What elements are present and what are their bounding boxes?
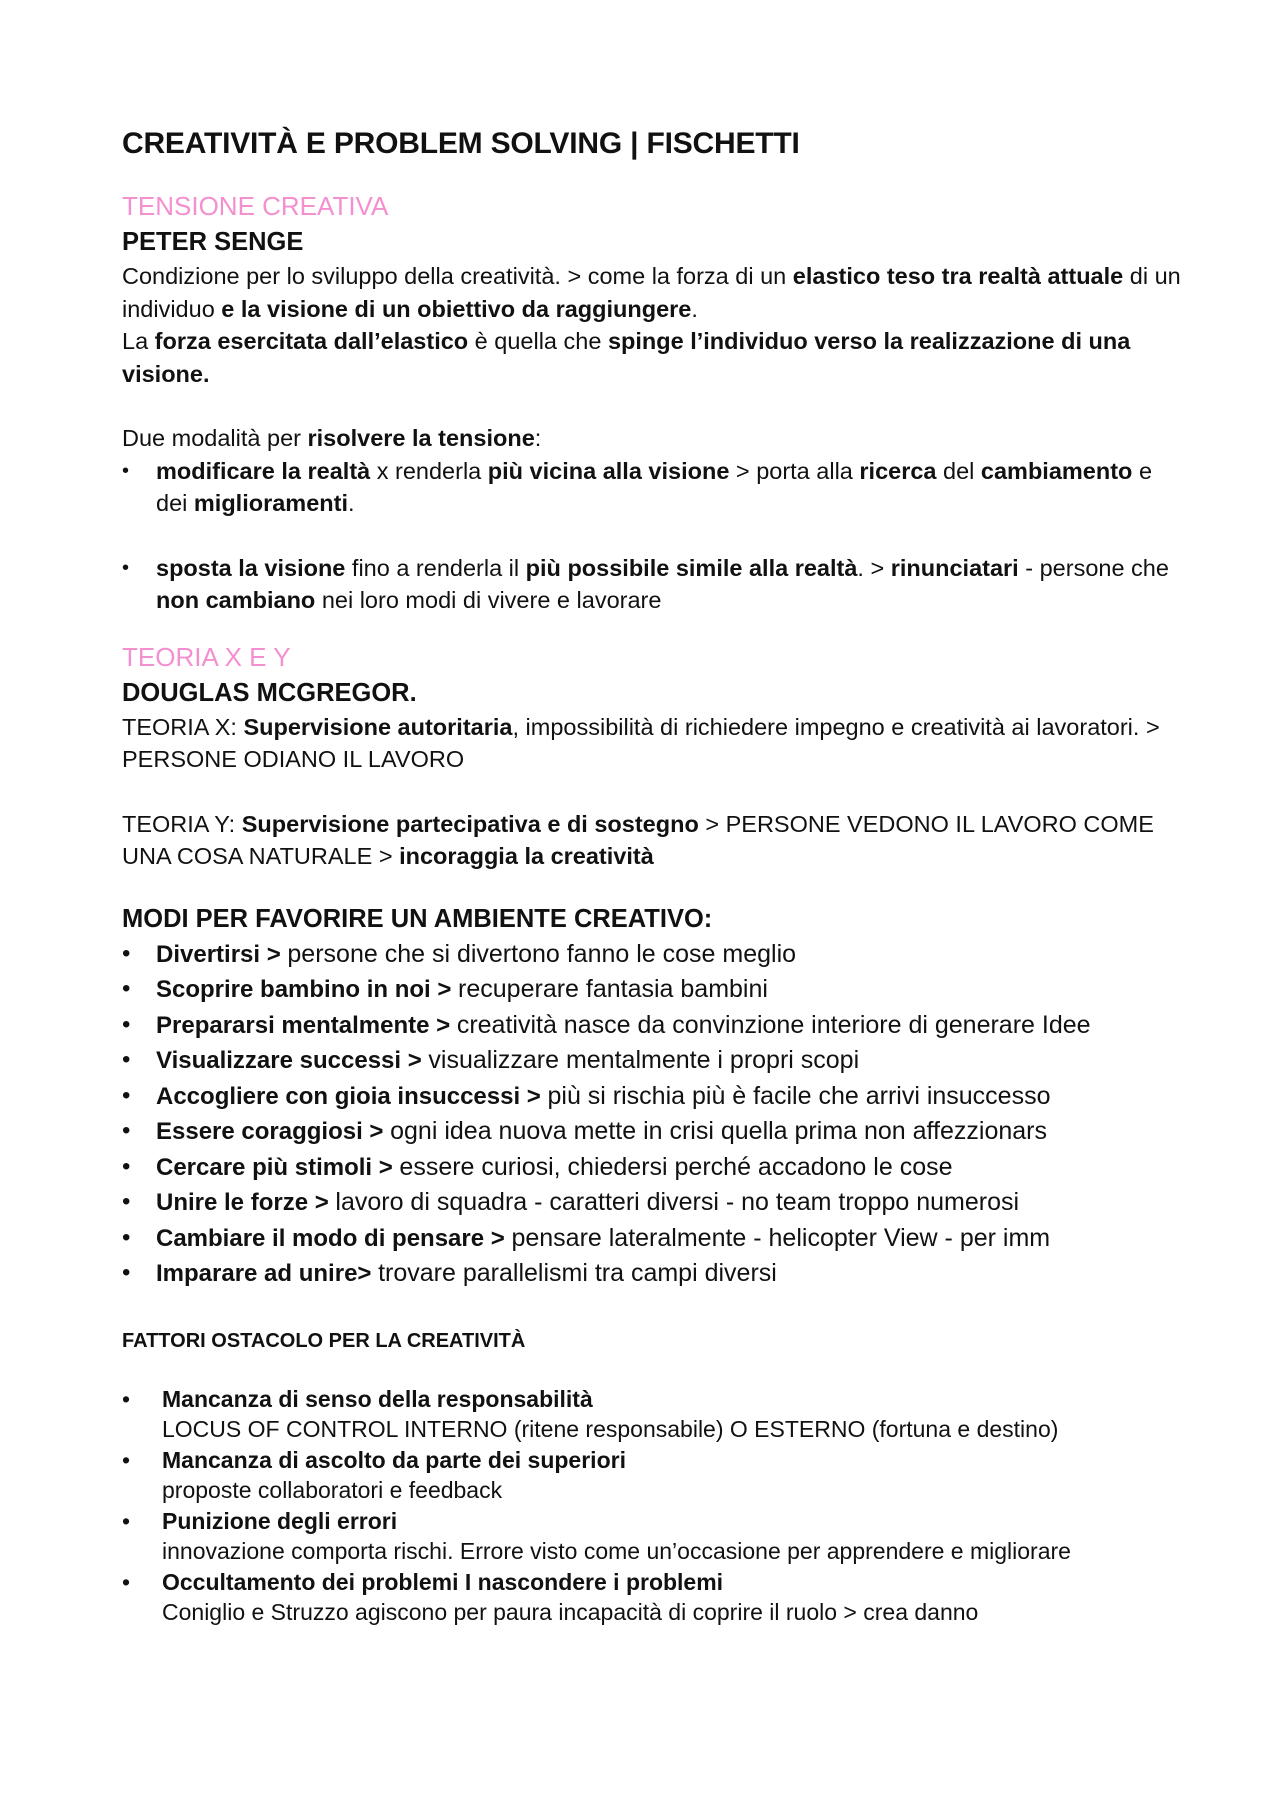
bullet-icon: • (122, 1385, 131, 1412)
bullet-icon: • (122, 459, 130, 482)
bullet-icon: • (122, 1081, 131, 1109)
item-term: Visualizzare successi > (156, 1047, 429, 1074)
list-item (122, 1043, 1182, 1079)
paragraph-teoria-y: TEORIA Y: Supervisione partecipativa e di sostegno > PERSONE VEDONO IL LAVORO COME UNA COSA NATURALE > incoraggia la creatività (122, 810, 1154, 869)
list-item (122, 1445, 1182, 1506)
item-description: ogni idea nuova mette in crisi quella prima non affezzionars (390, 1117, 1047, 1145)
item-title: Occultamento dei problemi I nascondere i problemi (162, 1568, 724, 1595)
list-item (122, 1384, 1182, 1445)
item-term: Scoprire bambino in noi > (156, 976, 459, 1003)
item-term: Divertirsi > (156, 940, 288, 968)
document-content (122, 122, 1182, 1628)
item-description: visualizzare mentalmente i propri scopi (428, 1046, 860, 1074)
item-description: trovare parallelismi tra campi diversi (378, 1259, 777, 1287)
bullet-icon: • (122, 556, 130, 579)
bullet-icon: • (122, 939, 131, 967)
item-title: Punizione degli errori (162, 1507, 398, 1534)
bullet-icon: • (122, 1046, 131, 1073)
item-description: creatività nasce da convinzione interiore di generare Idee (456, 1010, 1091, 1039)
spacer (122, 390, 1182, 422)
item-term: Cambiare il modo di pensare > (156, 1224, 512, 1252)
paragraph-modalita: Due modalità per risolvere la tensione: (122, 425, 542, 451)
document-title: CREATIVITÀ E PROBLEM SOLVING | FISCHETTI (122, 127, 800, 160)
list-item (122, 1567, 1182, 1628)
item-term: Accogliere con gioia insuccessi > (156, 1082, 548, 1110)
bullet-icon: • (122, 975, 131, 1002)
section-fattori-ostacolo (122, 1326, 1182, 1628)
spacer (122, 520, 1182, 552)
bullet-icon: • (122, 1259, 131, 1286)
item-term: Imparare ad unire> (156, 1260, 379, 1287)
item-description: Coniglio e Struzzo agiscono per paura incapacità di coprire il ruolo > crea danno (162, 1599, 979, 1625)
list-item (122, 937, 1182, 973)
item-description: proposte collaboratori e feedback (162, 1477, 503, 1503)
list-item (122, 1114, 1182, 1150)
bullet-icon: • (122, 1507, 131, 1534)
list-item (122, 1256, 1182, 1292)
list-item (122, 1150, 1182, 1186)
bullet-icon: • (122, 1152, 131, 1180)
bullet-icon: • (122, 1117, 131, 1144)
paragraph-teoria-x: TEORIA X: Supervisione autoritaria, impossibilità di richiedere impegno e creatività ai lavoratori. > PERSONE ODIANO IL LAVORO (122, 713, 1160, 772)
list-item: • sposta la visione fino a renderla il più possibile simile alla realtà. > rinunciatari - persone che non cambiano nei loro modi di vivere e lavorare (122, 552, 1182, 617)
item-term: Unire le forze > (156, 1189, 336, 1216)
author-mcgregor: DOUGLAS MCGREGOR. (122, 678, 417, 707)
item-description: lavoro di squadra - caratteri diversi - no team troppo numerosi (335, 1188, 1020, 1216)
list-item (122, 1185, 1182, 1221)
list-item (122, 1079, 1182, 1115)
list-modalita (122, 455, 1182, 520)
section-heading-ostacoli: FATTORI OSTACOLO PER LA CREATIVITÀ (122, 1329, 526, 1352)
item-description: persone che si divertono fanno le cose meglio (287, 939, 797, 968)
list-item (122, 1008, 1182, 1044)
list-item (122, 1221, 1182, 1257)
spacer (122, 776, 1182, 808)
item-title: Mancanza di ascolto da parte dei superiori (162, 1446, 626, 1473)
section-teoria-xy (122, 639, 1182, 873)
list-item (122, 1506, 1182, 1567)
item-description: LOCUS OF CONTROL INTERNO (ritene responsabile) O ESTERNO (fortuna e destino) (162, 1416, 1059, 1442)
list-ostacoli (122, 1384, 1182, 1628)
author-senge: PETER SENGE (122, 228, 304, 256)
list-modalita-2 (122, 552, 1182, 617)
section-heading-tensione: TENSIONE CREATIVA (122, 191, 389, 221)
list-item (122, 972, 1182, 1008)
section-heading-ambiente: MODI PER FAVORIRE UN AMBIENTE CREATIVO: (122, 904, 713, 933)
bullet-icon: • (122, 1446, 131, 1473)
bullet-icon: • (122, 1568, 131, 1595)
list-ambiente (122, 937, 1182, 1292)
item-description: innovazione comporta rischi. Errore visto come un’occasione per apprendere e migliorare (162, 1538, 1071, 1564)
item-title: Mancanza di senso della responsabilità (162, 1385, 593, 1412)
item-description: recuperare fantasia bambini (458, 975, 768, 1003)
paragraph-condizione: Condizione per lo sviluppo della creatività. > come la forza di un elastico teso tra realtà attuale di un individuo e la visione di un obiettivo da raggiungere. (122, 263, 1181, 322)
bullet-icon: • (122, 1010, 131, 1038)
item-description: essere curiosi, chiedersi perché accadono le cose (399, 1152, 953, 1181)
item-term: Cercare più stimoli > (156, 1153, 400, 1181)
section-tensione-creativa (122, 188, 1182, 617)
item-term: Prepararsi mentalmente > (156, 1011, 457, 1039)
bullet-icon: • (122, 1223, 131, 1251)
list-item: • modificare la realtà x renderla più vicina alla visione > porta alla ricerca del cambiamento e dei miglioramenti. (122, 455, 1182, 520)
section-heading-teoria: TEORIA X E Y (122, 641, 291, 672)
item-description: più si rischia più è facile che arrivi insuccesso (547, 1081, 1051, 1110)
item-description: pensare lateralmente - helicopter View - per imm (511, 1223, 1051, 1252)
section-ambiente-creativo (122, 901, 1182, 1292)
bullet-icon: • (122, 1188, 131, 1215)
paragraph-forza: La forza esercitata dall’elastico è quella che spinge l’individuo verso la realizzazione di una visione. (122, 328, 1131, 387)
item-term: Essere coraggiosi > (156, 1118, 391, 1145)
